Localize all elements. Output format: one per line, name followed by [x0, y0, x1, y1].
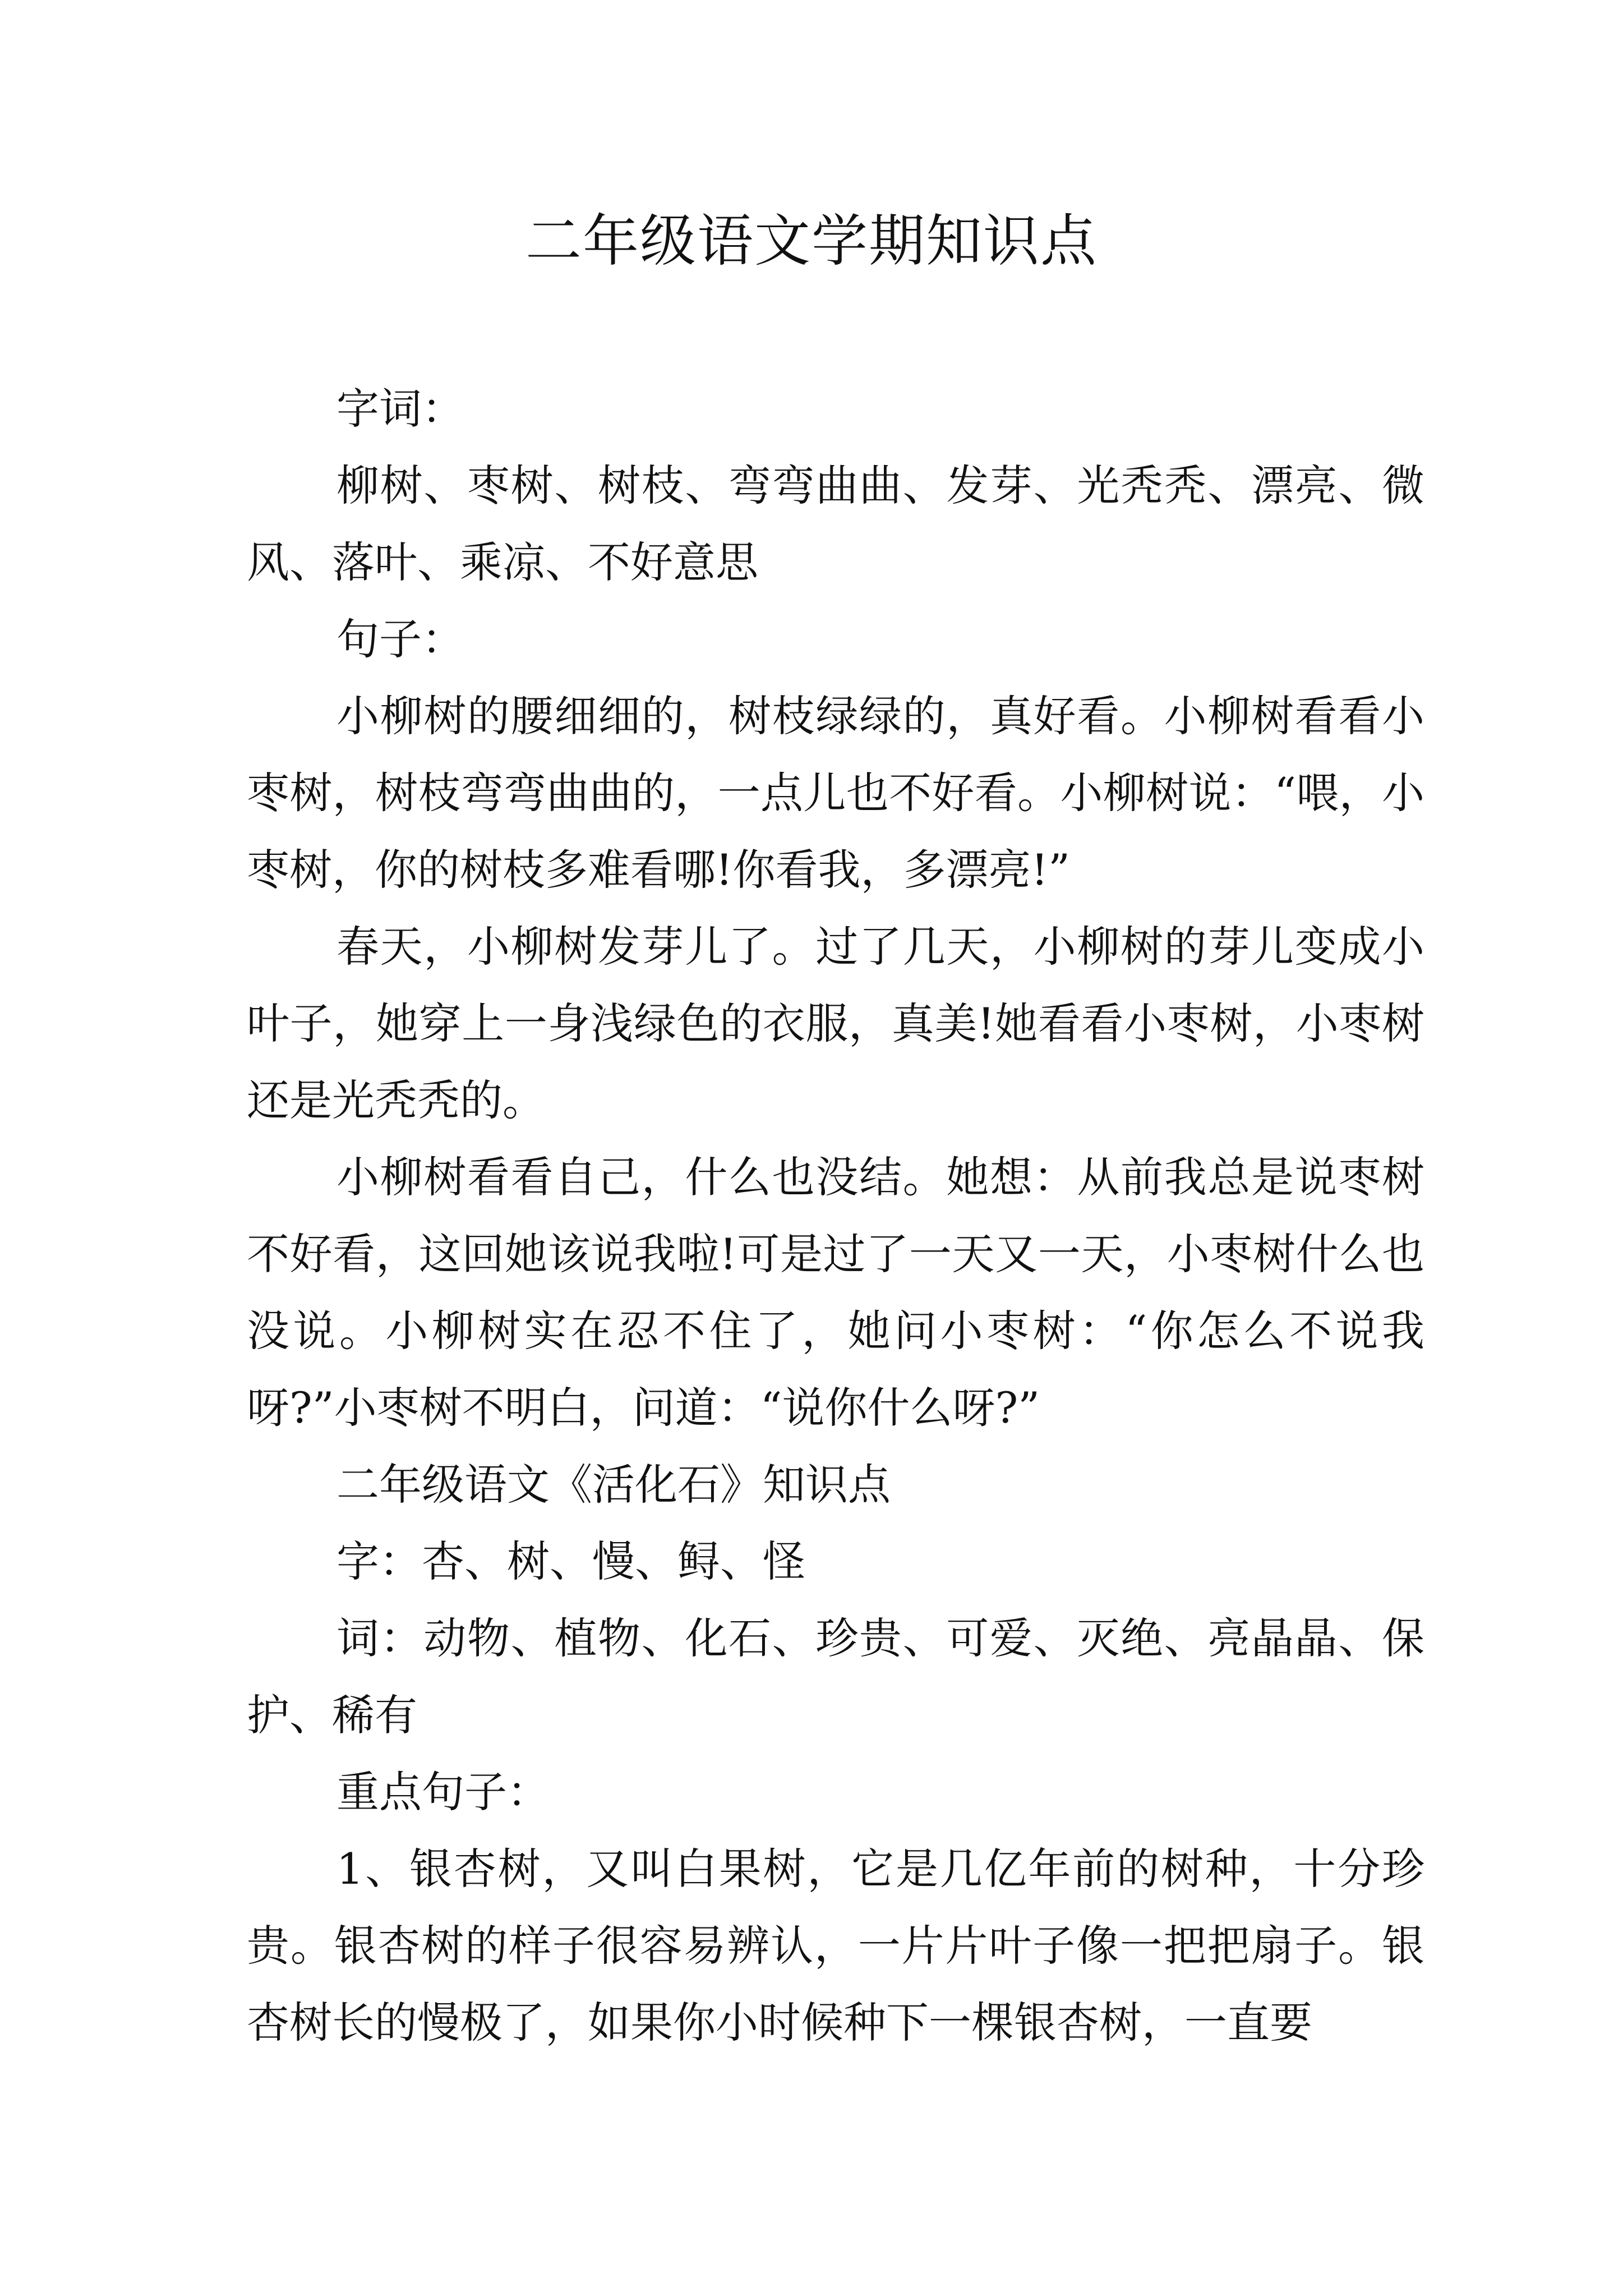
paragraph-words: 词：动物、植物、化石、珍贵、可爱、灭绝、亮晶晶、保护、稀有	[247, 1613, 1424, 1740]
paragraph-vocab-heading: 字词：	[336, 384, 464, 434]
paragraph-section-heading: 二年级语文《活化石》知识点	[336, 1460, 891, 1510]
paragraph-key-sentence-heading: 重点句子：	[336, 1767, 550, 1817]
paragraph-key-sentence-1: 1、银杏树，又叫白果树，它是几亿年前的树种，十分珍贵。银杏树的样子很容易辨认，一片片叶子像一把把扇子。银杏树长的慢极了，如果你小时候种下一棵银杏树，一直要	[247, 1844, 1424, 2047]
paragraph-vocab-list: 柳树、枣树、树枝、弯弯曲曲、发芽、光秃秃、漂亮、微风、落叶、乘凉、不好意思	[247, 461, 1424, 587]
paragraph-story-2: 春天，小柳树发芽儿了。过了几天，小柳树的芽儿变成小叶子，她穿上一身浅绿色的衣服，真美!她看看小枣树，小枣树还是光秃秃的。	[247, 922, 1424, 1125]
document-title: 二年级语文学期知识点	[525, 208, 1098, 274]
paragraph-story-1: 小柳树的腰细细的，树枝绿绿的，真好看。小柳树看看小枣树，树枝弯弯曲曲的，一点儿也不好看。小柳树说：“喂，小枣树，你的树枝多难看哪!你看我，多漂亮!”	[247, 691, 1424, 895]
document-body	[247, 370, 1424, 2061]
paragraph-characters: 字：杏、树、慢、鲟、怪	[336, 1536, 805, 1586]
paragraph-sentence-heading: 句子：	[336, 614, 464, 664]
paragraph-story-3: 小柳树看看自己，什么也没结。她想：从前我总是说枣树不好看，这回她该说我啦!可是过了一天又一天，小枣树什么也没说。小柳树实在忍不住了，她问小枣树：“你怎么不说我呀?”小枣树不明白，问道：“说你什么呀?”	[247, 1152, 1424, 1433]
